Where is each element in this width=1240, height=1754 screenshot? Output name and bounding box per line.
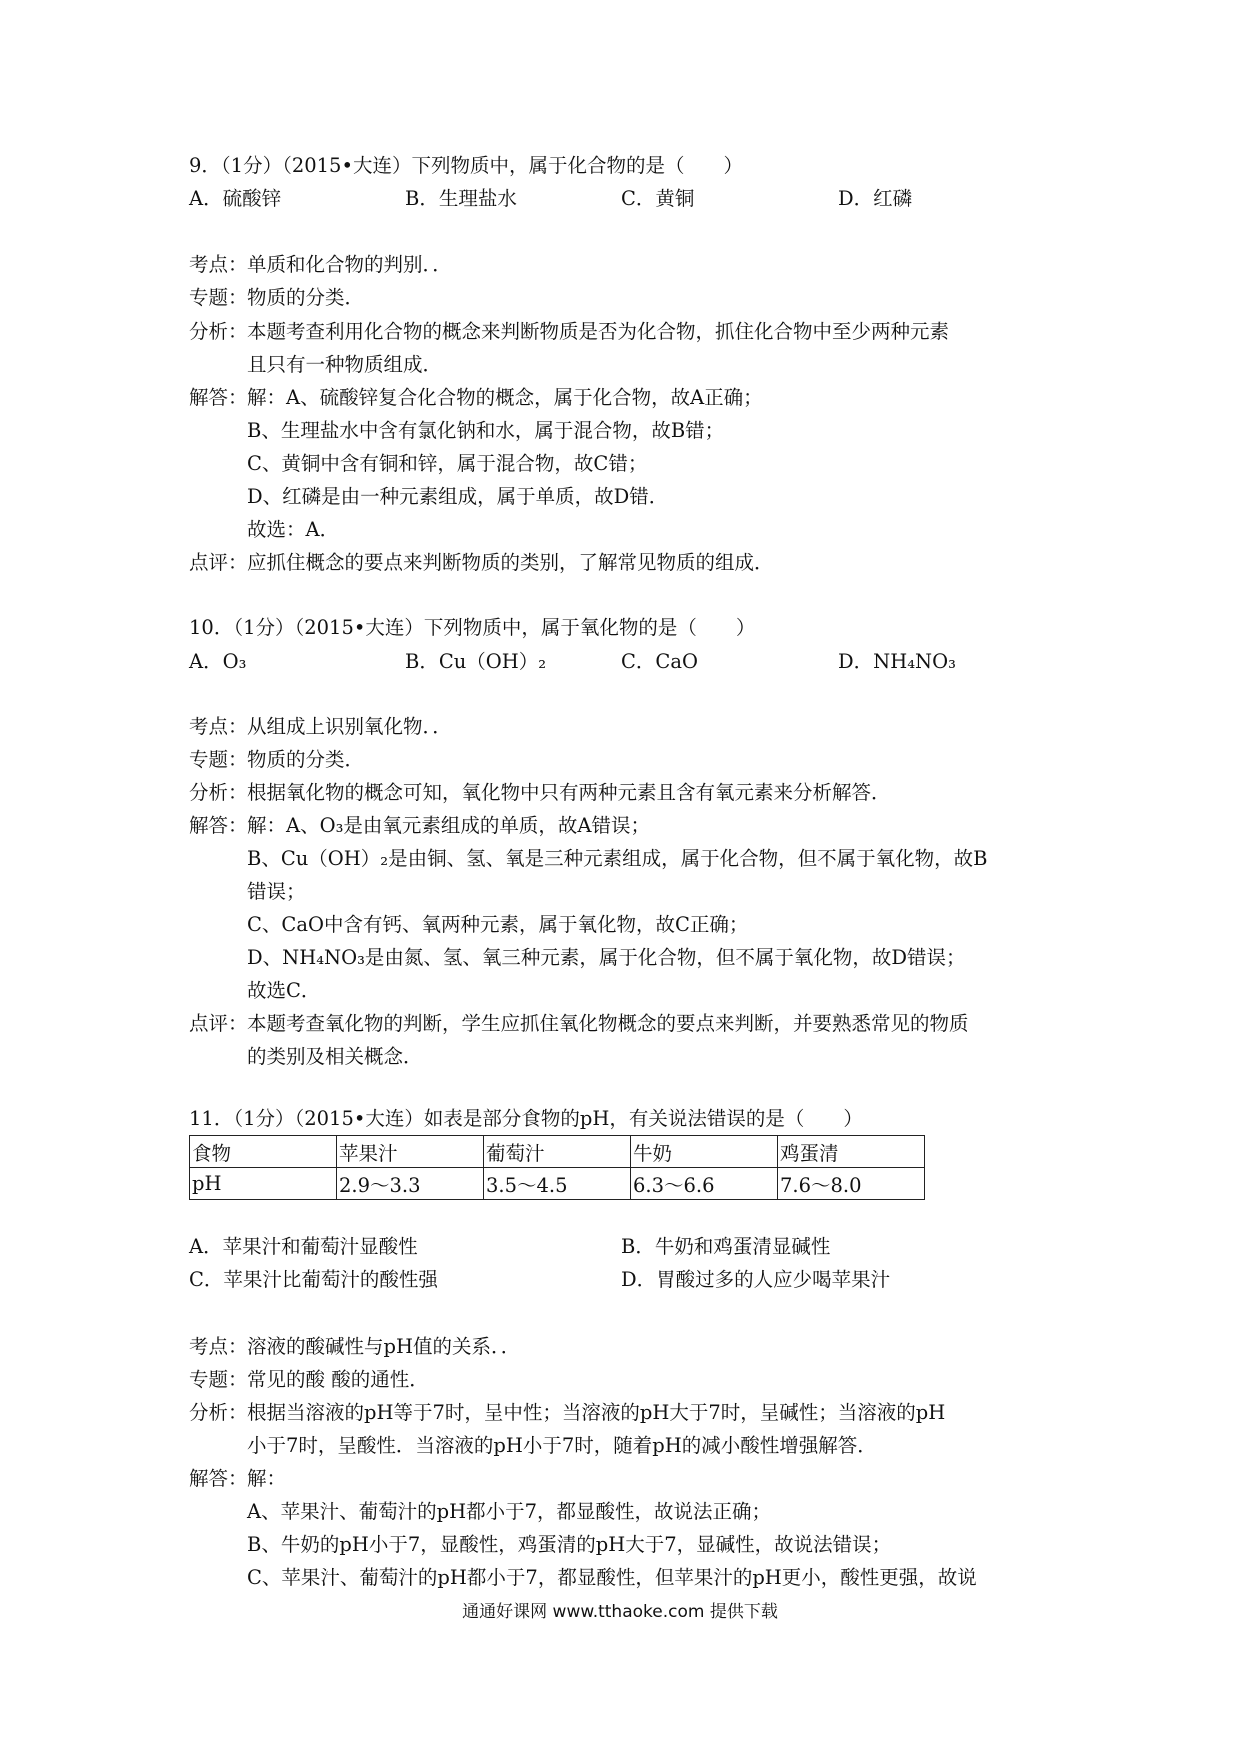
q10-option-d: D．NH₄NO₃ <box>838 650 956 673</box>
q10-fenxi-label: 分析： <box>189 781 248 804</box>
q9-kaodian-label: 考点： <box>189 253 248 276</box>
ph-table-header-cell: 葡萄汁 <box>484 1136 631 1168</box>
ph-table-cell: 6.3～6.6 <box>631 1168 778 1200</box>
q10-dianping-label: 点评： <box>189 1012 248 1035</box>
q11-kaodian: 溶液的酸碱性与pH值的关系．． <box>247 1335 521 1358</box>
q10-jieda-line-2: B、Cu（OH）₂是由铜、氢、氧是三种元素组成，属于化合物，但不属于氧化物，故B <box>247 847 988 870</box>
q9-stem: 9．（1分）（2015•大连）下列物质中，属于化合物的是（ ） <box>189 154 743 177</box>
q11-zhuanti: 常见的酸 酸的通性． <box>247 1368 429 1391</box>
q9-jieda-line-2: B、生理盐水中含有氯化钠和水，属于混合物，故B错； <box>247 419 725 442</box>
q9-dianping: 应抓住概念的要点来判断物质的类别，了解常见物质的组成． <box>247 551 774 574</box>
q9-dianping-label: 点评： <box>189 551 248 574</box>
q9-option-a: A．硫酸锌 <box>189 187 282 210</box>
q9-option-b: B．生理盐水 <box>405 187 517 210</box>
q10-jieda-line-5: D、NH₄NO₃是由氮、氢、氧三种元素，属于化合物，但不属于氧化物，故D错误； <box>247 946 966 969</box>
q10-kaodian: 从组成上识别氧化物．． <box>247 715 452 738</box>
ph-table-row <box>190 1168 925 1200</box>
q9-zhuanti-label: 专题： <box>189 286 248 309</box>
footer-source: 通通好课网 www.tthaoke.com 提供下载 <box>462 1602 778 1622</box>
q10-kaodian-label: 考点： <box>189 715 248 738</box>
q11-option-b: B．牛奶和鸡蛋清显碱性 <box>621 1235 831 1258</box>
q11-jieda-label: 解答： <box>189 1467 248 1490</box>
q11-kaodian-label: 考点： <box>189 1335 248 1358</box>
ph-table <box>189 1135 925 1200</box>
q10-option-a: A．O₃ <box>189 650 247 673</box>
q10-dianping-line-1: 本题考查氧化物的判断，学生应抓住氧化物概念的要点来判断，并要熟悉常见的物质 <box>247 1012 969 1035</box>
q11-fenxi-label: 分析： <box>189 1401 248 1424</box>
q9-option-d: D．红磷 <box>838 187 913 210</box>
q11-option-a: A．苹果汁和葡萄汁显酸性 <box>189 1235 418 1258</box>
q11-fenxi-line-1: 根据当溶液的pH等于7时，呈中性；当溶液的pH大于7时，呈碱性；当溶液的pH <box>247 1401 946 1424</box>
q11-option-d: D．胃酸过多的人应少喝苹果汁 <box>621 1268 891 1291</box>
q10-jieda-line-4: C、CaO中含有钙、氧两种元素，属于氧化物，故C正确； <box>247 913 749 936</box>
q9-fenxi-line-1: 本题考查利用化合物的概念来判断物质是否为化合物，抓住化合物中至少两种元素 <box>247 320 950 343</box>
q9-kaodian: 单质和化合物的判别．． <box>247 253 452 276</box>
q9-jieda-label: 解答： <box>189 386 248 409</box>
q9-jieda-line-3: C、黄铜中含有铜和锌，属于混合物，故C错； <box>247 452 648 475</box>
ph-table-header-cell: 鸡蛋清 <box>778 1136 925 1168</box>
q10-zhuanti-label: 专题： <box>189 748 248 771</box>
q9-jieda-line-5: 故选：A． <box>247 518 340 541</box>
q11-jieda-line-2: A、苹果汁、葡萄汁的pH都小于7，都显酸性，故说法正确； <box>247 1500 771 1523</box>
ph-table-cell: 7.6～8.0 <box>778 1168 925 1200</box>
q11-stem: 11．（1分）（2015•大连）如表是部分食物的pH，有关说法错误的是（ ） <box>189 1107 863 1130</box>
q11-jieda-line-4: C、苹果汁、葡萄汁的pH都小于7，都显酸性，但苹果汁的pH更小，酸性更强，故说 <box>247 1566 977 1589</box>
ph-table-cell: 3.5～4.5 <box>484 1168 631 1200</box>
ph-table-header-cell: 苹果汁 <box>337 1136 484 1168</box>
q9-fenxi-label: 分析： <box>189 320 248 343</box>
q10-jieda-line-6: 故选C． <box>247 979 321 1002</box>
q10-zhuanti: 物质的分类． <box>247 748 365 771</box>
q10-jieda-label: 解答： <box>189 814 248 837</box>
q9-jieda-line-1: 解：A、硫酸锌复合化合物的概念，属于化合物，故A正确； <box>247 386 763 409</box>
q10-option-c: C．CaO <box>621 650 698 673</box>
q11-jieda-line-1: 解： <box>247 1467 287 1490</box>
q10-option-b: B．Cu（OH）₂ <box>405 650 547 673</box>
q11-fenxi-line-2: 小于7时，呈酸性．当溶液的pH小于7时，随着pH的减小酸性增强解答． <box>247 1434 877 1457</box>
q10-stem: 10．（1分）（2015•大连）下列物质中，属于氧化物的是（ ） <box>189 616 756 639</box>
q10-dianping-line-2: 的类别及相关概念． <box>247 1045 423 1068</box>
q11-zhuanti-label: 专题： <box>189 1368 248 1391</box>
q9-option-c: C．黄铜 <box>621 187 695 210</box>
q9-fenxi-line-2: 且只有一种物质组成． <box>247 353 443 376</box>
q10-jieda-line-3: 错误； <box>247 880 306 903</box>
q9-jieda-line-4: D、红磷是由一种元素组成，属于单质，故D错． <box>247 485 669 508</box>
ph-table-header-cell: 食物 <box>190 1136 337 1168</box>
q10-fenxi: 根据氧化物的概念可知，氧化物中只有两种元素且含有氧元素来分析解答． <box>247 781 891 804</box>
q11-jieda-line-3: B、牛奶的pH小于7，显酸性，鸡蛋清的pH大于7，显碱性，故说法错误； <box>247 1533 892 1556</box>
ph-table-cell: pH <box>190 1168 337 1200</box>
ph-table-header-row <box>190 1136 925 1168</box>
q10-jieda-line-1: 解：A、O₃是由氧元素组成的单质，故A错误； <box>247 814 650 837</box>
q9-zhuanti: 物质的分类． <box>247 286 365 309</box>
q11-option-c: C．苹果汁比葡萄汁的酸性强 <box>189 1268 438 1291</box>
ph-table-header-cell: 牛奶 <box>631 1136 778 1168</box>
ph-table-cell: 2.9～3.3 <box>337 1168 484 1200</box>
